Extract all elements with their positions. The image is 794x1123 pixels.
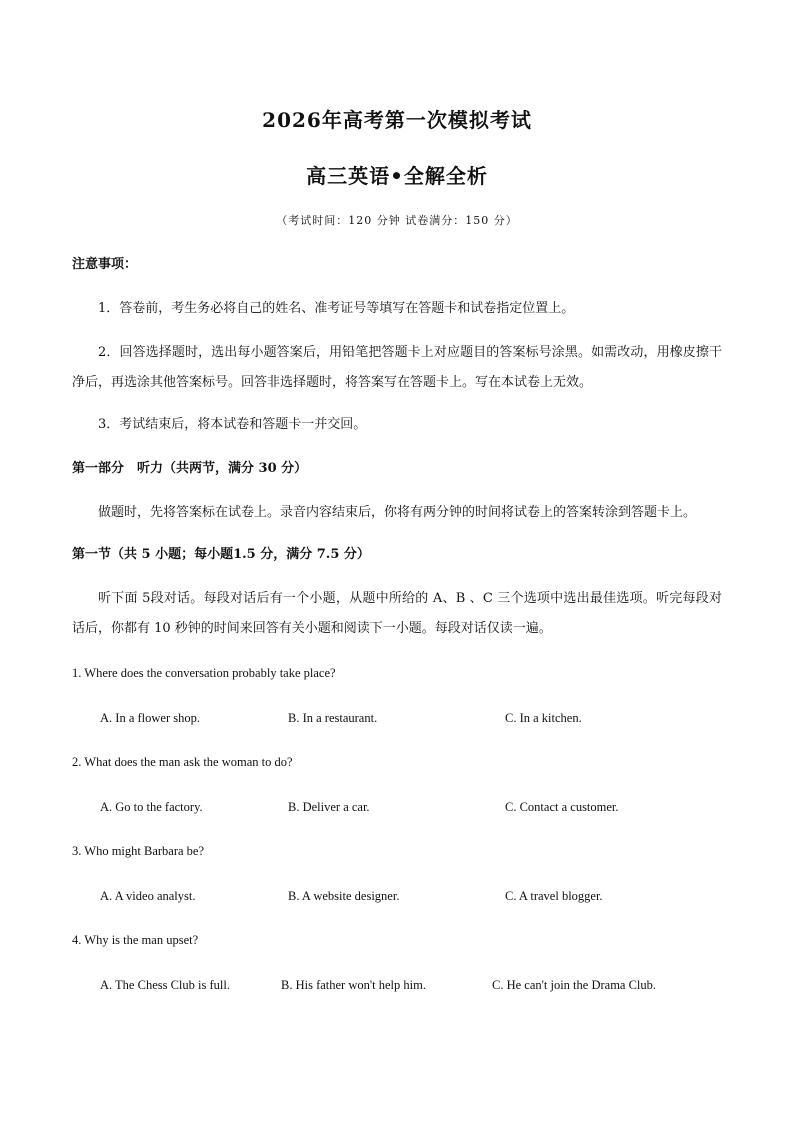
question-2-option-a: A. Go to the factory. [100,800,203,814]
notice-item-3: 3．考试结束后，将本试卷和答题卡一并交回。 [98,417,367,432]
part1-heading: 第一部分 听力（共两节，满分 30 分） [72,461,308,476]
section1-heading: 第一节（共 5 小题；每小题1.5 分，满分 7.5 分） [72,547,370,562]
question-4-option-a: A. The Chess Club is full. [100,978,230,992]
question-4-option-b: B. His father won't help him. [281,978,426,992]
question-3-stem: 3. Who might Barbara be? [72,844,205,858]
question-4-option-c: C. He can't join the Drama Club. [492,978,657,992]
exam-info: （考试时间：120 分钟 试卷满分：150 分） [276,214,518,227]
exam-title: 2026年高考第一次模拟考试 [262,108,532,132]
question-3-option-b: B. A website designer. [288,889,400,903]
part1-instruction: 做题时，先将答案标在试卷上。录音内容结束后，你将有两分钟的时间将试卷上的答案转涂到答题卡上。 [98,505,697,520]
question-2-stem: 2. What does the man ask the woman to do? [72,755,293,769]
question-1-option-c: C. In a kitchen. [505,711,582,725]
question-4-stem: 4. Why is the man upset? [72,933,199,947]
question-3-option-a: A. A video analyst. [100,889,196,903]
question-1-option-b: B. In a restaurant. [288,711,378,725]
question-3-option-c: C. A travel blogger. [505,889,603,903]
notice-item-2: 2．回答选择题时，选出每小题答案后，用铅笔把答题卡上对应题目的答案标号涂黑。如需改动，用橡皮擦干净后，再选涂其他答案标号。回答非选择题时，将答案写在答题卡上。写在本试卷上无效。 [72,345,722,390]
notice-heading: 注意事项： [72,257,138,272]
section1-instruction: 听下面 5段对话。每段对话后有一个小题，从题中所给的 A、B 、C 三个选项中选出最佳选项。听完每段对话后，你都有 10 秒钟的时间来回答有关小题和阅读下一小题。每段对话仅读一遍。 [72,591,722,636]
question-1-option-a: A. In a flower shop. [100,711,200,725]
notice-item-1: 1．答卷前，考生务必将自己的姓名、准考证号等填写在答题卡和试卷指定位置上。 [98,301,575,316]
question-2-option-c: C. Contact a customer. [505,800,619,814]
question-2-option-b: B. Deliver a car. [288,800,370,814]
question-1-stem: 1. Where does the conversation probably take place? [72,666,336,680]
exam-subtitle: 高三英语•全解全析 [306,164,488,188]
